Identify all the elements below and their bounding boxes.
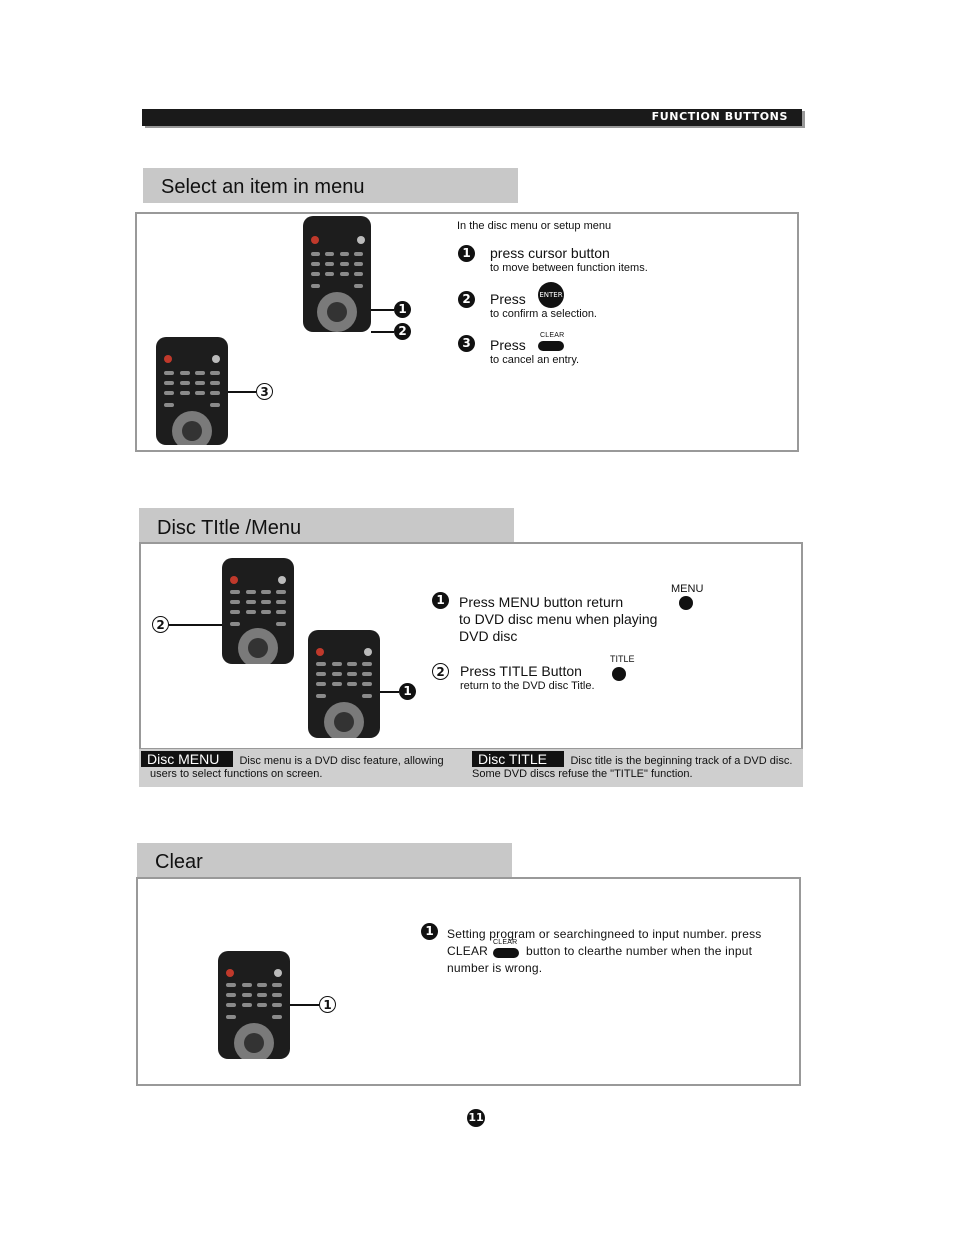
clear-line2-a: CLEAR xyxy=(447,944,489,958)
callout-number: 1 xyxy=(319,996,336,1013)
clear-button-label: CLEAR xyxy=(493,939,518,946)
callout-line xyxy=(169,624,222,626)
section-heading-select-item: Select an item in menu xyxy=(143,168,518,203)
section1-intro: In the disc menu or setup menu xyxy=(457,220,612,232)
step-number: 1 xyxy=(421,923,438,940)
step-desc: to cancel an entry. xyxy=(490,354,580,366)
clear-button-icon xyxy=(538,341,564,351)
step2-desc: return to the DVD disc Title. xyxy=(460,680,595,692)
step-desc: to confirm a selection. xyxy=(490,308,597,320)
callout-line xyxy=(371,331,394,333)
section-heading-disc-title-menu: Disc TItle /Menu xyxy=(139,508,514,543)
note-text: Disc title is the beginning track of a DVD disc. xyxy=(570,755,793,767)
enter-button-icon: ENTER xyxy=(538,282,564,308)
note-label: Disc TITLE xyxy=(472,751,564,767)
step-desc: to move between function items. xyxy=(490,262,648,274)
callout-line xyxy=(228,391,256,393)
title-button-label: TITLE xyxy=(610,654,635,664)
title-button-icon xyxy=(612,667,626,681)
remote-illustration-top xyxy=(303,216,371,332)
note-text: Disc menu is a DVD disc feature, allowing xyxy=(239,755,444,767)
step1-line1: Press MENU button return xyxy=(459,594,624,610)
page-number: 11 xyxy=(467,1109,485,1127)
section-heading-clear: Clear xyxy=(137,843,512,878)
step1-text xyxy=(459,594,657,645)
clear-line3: number is wrong. xyxy=(447,961,543,975)
callout-number: 1 xyxy=(399,683,416,700)
callout-number: 2 xyxy=(394,323,411,340)
step-title: Press xyxy=(490,291,526,307)
step1-line2: to DVD disc menu when playing xyxy=(459,611,658,627)
note-disc-title xyxy=(472,751,792,769)
callout-number: 2 xyxy=(152,616,169,633)
menu-button-icon xyxy=(679,596,693,610)
remote-illustration-right xyxy=(308,630,380,738)
step2-title: Press TITLE Button xyxy=(460,663,582,679)
step-number: 1 xyxy=(432,592,449,609)
callout-line xyxy=(380,691,399,693)
clear-button-label: CLEAR xyxy=(540,332,565,339)
callout-number: 1 xyxy=(394,301,411,318)
callout-line xyxy=(371,309,394,311)
note-text: users to select functions on screen. xyxy=(150,768,323,780)
menu-button-label: MENU xyxy=(671,583,704,595)
note-text: Some DVD discs refuse the "TITLE" function. xyxy=(472,768,693,780)
remote-illustration-bottom xyxy=(156,337,228,445)
callout-line xyxy=(290,1004,319,1006)
clear-line2-b: button to clearthe number when the input xyxy=(526,944,753,958)
header-title: FUNCTION BUTTONS xyxy=(651,110,788,123)
callout-number: 3 xyxy=(256,383,273,400)
remote-illustration-left xyxy=(222,558,294,664)
step-number: 2 xyxy=(432,663,449,680)
clear-button-icon xyxy=(493,948,519,958)
step1-line3: DVD disc xyxy=(459,628,518,644)
step-number: 1 xyxy=(458,245,475,262)
note-label: Disc MENU xyxy=(141,751,233,767)
remote-illustration-clear xyxy=(218,951,290,1059)
clear-line1: Setting program or searchingneed to input number. press xyxy=(447,927,762,941)
step-number: 3 xyxy=(458,335,475,352)
step-title: Press xyxy=(490,337,526,353)
step-title: press cursor button xyxy=(490,245,610,261)
step-number: 2 xyxy=(458,291,475,308)
header-bar xyxy=(142,109,802,126)
note-disc-menu xyxy=(141,751,444,769)
